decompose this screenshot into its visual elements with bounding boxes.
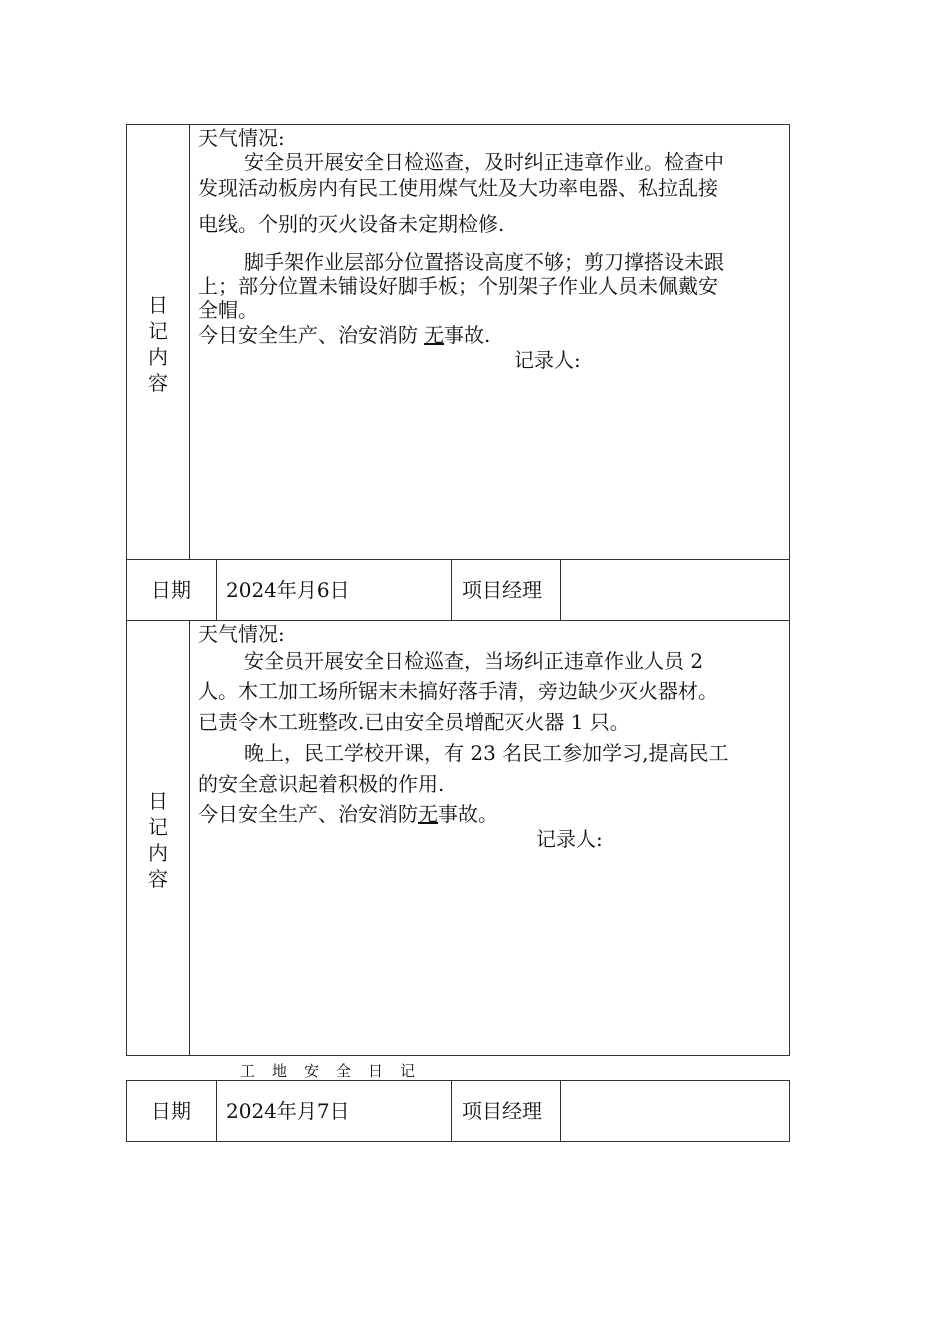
summary-text: 今日安全生产、治安消防 xyxy=(198,802,418,826)
diary-line: 全帽。 xyxy=(198,298,258,322)
row-divider xyxy=(451,1080,452,1142)
diary-line: 人。木工加工场所锯末未搞好落手清，旁边缺少灭火器材。 xyxy=(198,679,718,703)
diary-side-label: 日记内容 xyxy=(148,293,168,395)
row-divider xyxy=(216,559,217,621)
diary-entry-1-divider xyxy=(189,124,190,560)
diary-line: 安全员开展安全日检巡查，当场纠正违章作业人员 2 xyxy=(244,649,704,673)
recorder-label: 记录人: xyxy=(514,348,581,372)
summary-underlined: 无 xyxy=(424,323,444,347)
date-label: 日期 xyxy=(151,1099,191,1123)
date-label: 日期 xyxy=(151,578,191,602)
weather-label: 天气情况: xyxy=(198,126,285,150)
summary-text: 今日安全生产、治安消防 xyxy=(198,323,418,347)
date-value: 2024年月6日 xyxy=(226,578,350,602)
date-value: 2024年月7日 xyxy=(226,1099,350,1123)
row-divider xyxy=(560,1080,561,1142)
diary-line: 脚手架作业层部分位置搭设高度不够；剪刀撑搭设未跟 xyxy=(244,250,724,274)
row-divider xyxy=(216,1080,217,1142)
manager-label: 项目经理 xyxy=(462,578,542,602)
diary-line: 安全员开展安全日检巡查，及时纠正违章作业。检查中 xyxy=(244,150,724,174)
summary-underlined: 无 xyxy=(418,802,438,826)
weather-label: 天气情况: xyxy=(198,622,285,646)
row-divider xyxy=(451,559,452,621)
summary-text: 事故。 xyxy=(438,802,498,826)
summary-text: 事故. xyxy=(444,323,491,347)
safety-summary xyxy=(198,801,498,827)
diary-line: 已责令木工班整改.已由安全员增配灭火器 1 只。 xyxy=(198,710,630,734)
safety-summary xyxy=(198,323,490,347)
diary-line: 发现活动板房内有民工使用煤气灶及大功率电器、私拉乱接 xyxy=(198,176,718,200)
diary-side-label: 日记内容 xyxy=(148,789,168,891)
diary-line: 晚上，民工学校开课，有 23 名民工参加学习,提高民工 xyxy=(244,741,729,765)
diary-line: 电线。个别的灭火设备未定期检修. xyxy=(198,212,505,236)
diary-line: 上；部分位置未铺设好脚手板；个别架子作业人员未佩戴安 xyxy=(198,274,718,298)
page-caption: 工地安全日记 xyxy=(240,1062,433,1080)
diary-entry-2-divider xyxy=(189,620,190,1056)
recorder-label: 记录人: xyxy=(536,827,603,851)
diary-line: 的安全意识起着积极的作用. xyxy=(198,772,445,796)
row-divider xyxy=(560,559,561,621)
manager-label: 项目经理 xyxy=(462,1099,542,1123)
